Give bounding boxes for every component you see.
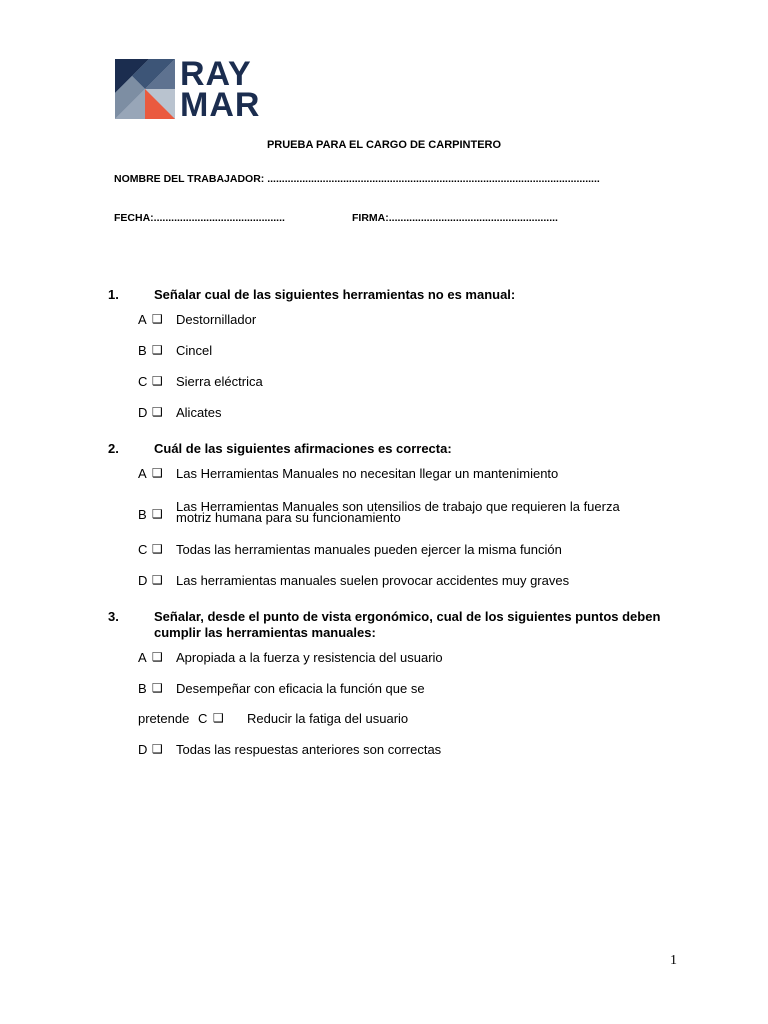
logo-text-line2: MAR (180, 86, 261, 124)
date-field: FECHA:............................................. (114, 212, 285, 224)
option-text: Sierra eléctrica (176, 374, 263, 389)
question-2-text: Cuál de las siguientes afirmaciones es correcta: (154, 441, 452, 456)
option-letter: C (198, 711, 208, 726)
checkbox-icon[interactable]: ❑ (152, 681, 163, 695)
option-letter: D (138, 405, 148, 420)
option-letter: D (138, 573, 148, 588)
question-2-option-b-text-line2: motriz humana para su funcionamiento (176, 510, 401, 525)
option-letter: D (138, 742, 148, 757)
checkbox-icon[interactable]: ❑ (152, 343, 163, 357)
option-letter: B (138, 507, 147, 522)
question-1-number: 1. (108, 287, 119, 302)
checkbox-icon[interactable]: ❑ (152, 405, 163, 419)
page-number: 1 (670, 953, 677, 968)
raymar-logo (115, 55, 280, 124)
option-text: Las herramientas manuales suelen provocar accidentes muy graves (176, 573, 570, 588)
checkbox-icon[interactable]: ❑ (152, 312, 163, 326)
option-text: Destornillador (176, 312, 257, 327)
question-3-number: 3. (108, 609, 119, 624)
checkbox-icon[interactable]: ❑ (152, 542, 163, 556)
question-2-number: 2. (108, 441, 119, 456)
option-letter: B (138, 343, 147, 358)
document-title: PRUEBA PARA EL CARGO DE CARPINTERO (266, 139, 502, 151)
option-letter: C (138, 542, 148, 557)
checkbox-icon[interactable]: ❑ (213, 711, 224, 725)
option-text: Desempeñar con eficacia la función que se (176, 681, 425, 696)
option-letter: B (138, 681, 147, 696)
signature-field: FIRMA:.......................................................... (352, 212, 558, 224)
option-letter: C (138, 374, 148, 389)
option-text: Cincel (176, 343, 213, 358)
worker-name-field: NOMBRE DEL TRABAJADOR: .................................................................................................................. (114, 173, 600, 185)
checkbox-icon[interactable]: ❑ (152, 466, 163, 480)
checkbox-icon[interactable]: ❑ (152, 650, 163, 664)
question-3-text: Señalar, desde el punto de vista ergonómico, cual de los siguientes puntos deben cumplir las herramientas manuales: (154, 609, 661, 640)
option-text: Apropiada a la fuerza y resistencia del usuario (176, 650, 443, 665)
option-text: Todas las herramientas manuales pueden ejercer la misma función (176, 542, 562, 557)
option-text: Todas las respuestas anteriores son correctas (176, 742, 442, 757)
option-text: Reducir la fatiga del usuario (247, 711, 409, 726)
question-1-text: Señalar cual de las siguientes herramientas no es manual: (154, 287, 516, 302)
option-text: Las Herramientas Manuales no necesitan llegar un mantenimiento (176, 466, 559, 481)
checkbox-icon[interactable]: ❑ (152, 374, 163, 388)
question-2-option-b-text-line1: Las Herramientas Manuales son utensilios de trabajo que requieren la fuerza (176, 499, 620, 514)
logo-mark-icon (115, 59, 175, 119)
option-prefix-text: pretende (138, 711, 190, 726)
logo-text-line1: RAY (180, 55, 252, 93)
option-letter: A (138, 466, 147, 481)
option-letter: A (138, 650, 147, 665)
checkbox-icon[interactable]: ❑ (152, 742, 163, 756)
option-letter: A (138, 312, 147, 327)
option-text: Alicates (176, 405, 222, 420)
checkbox-icon[interactable]: ❑ (152, 573, 163, 587)
checkbox-icon[interactable]: ❑ (152, 507, 163, 521)
